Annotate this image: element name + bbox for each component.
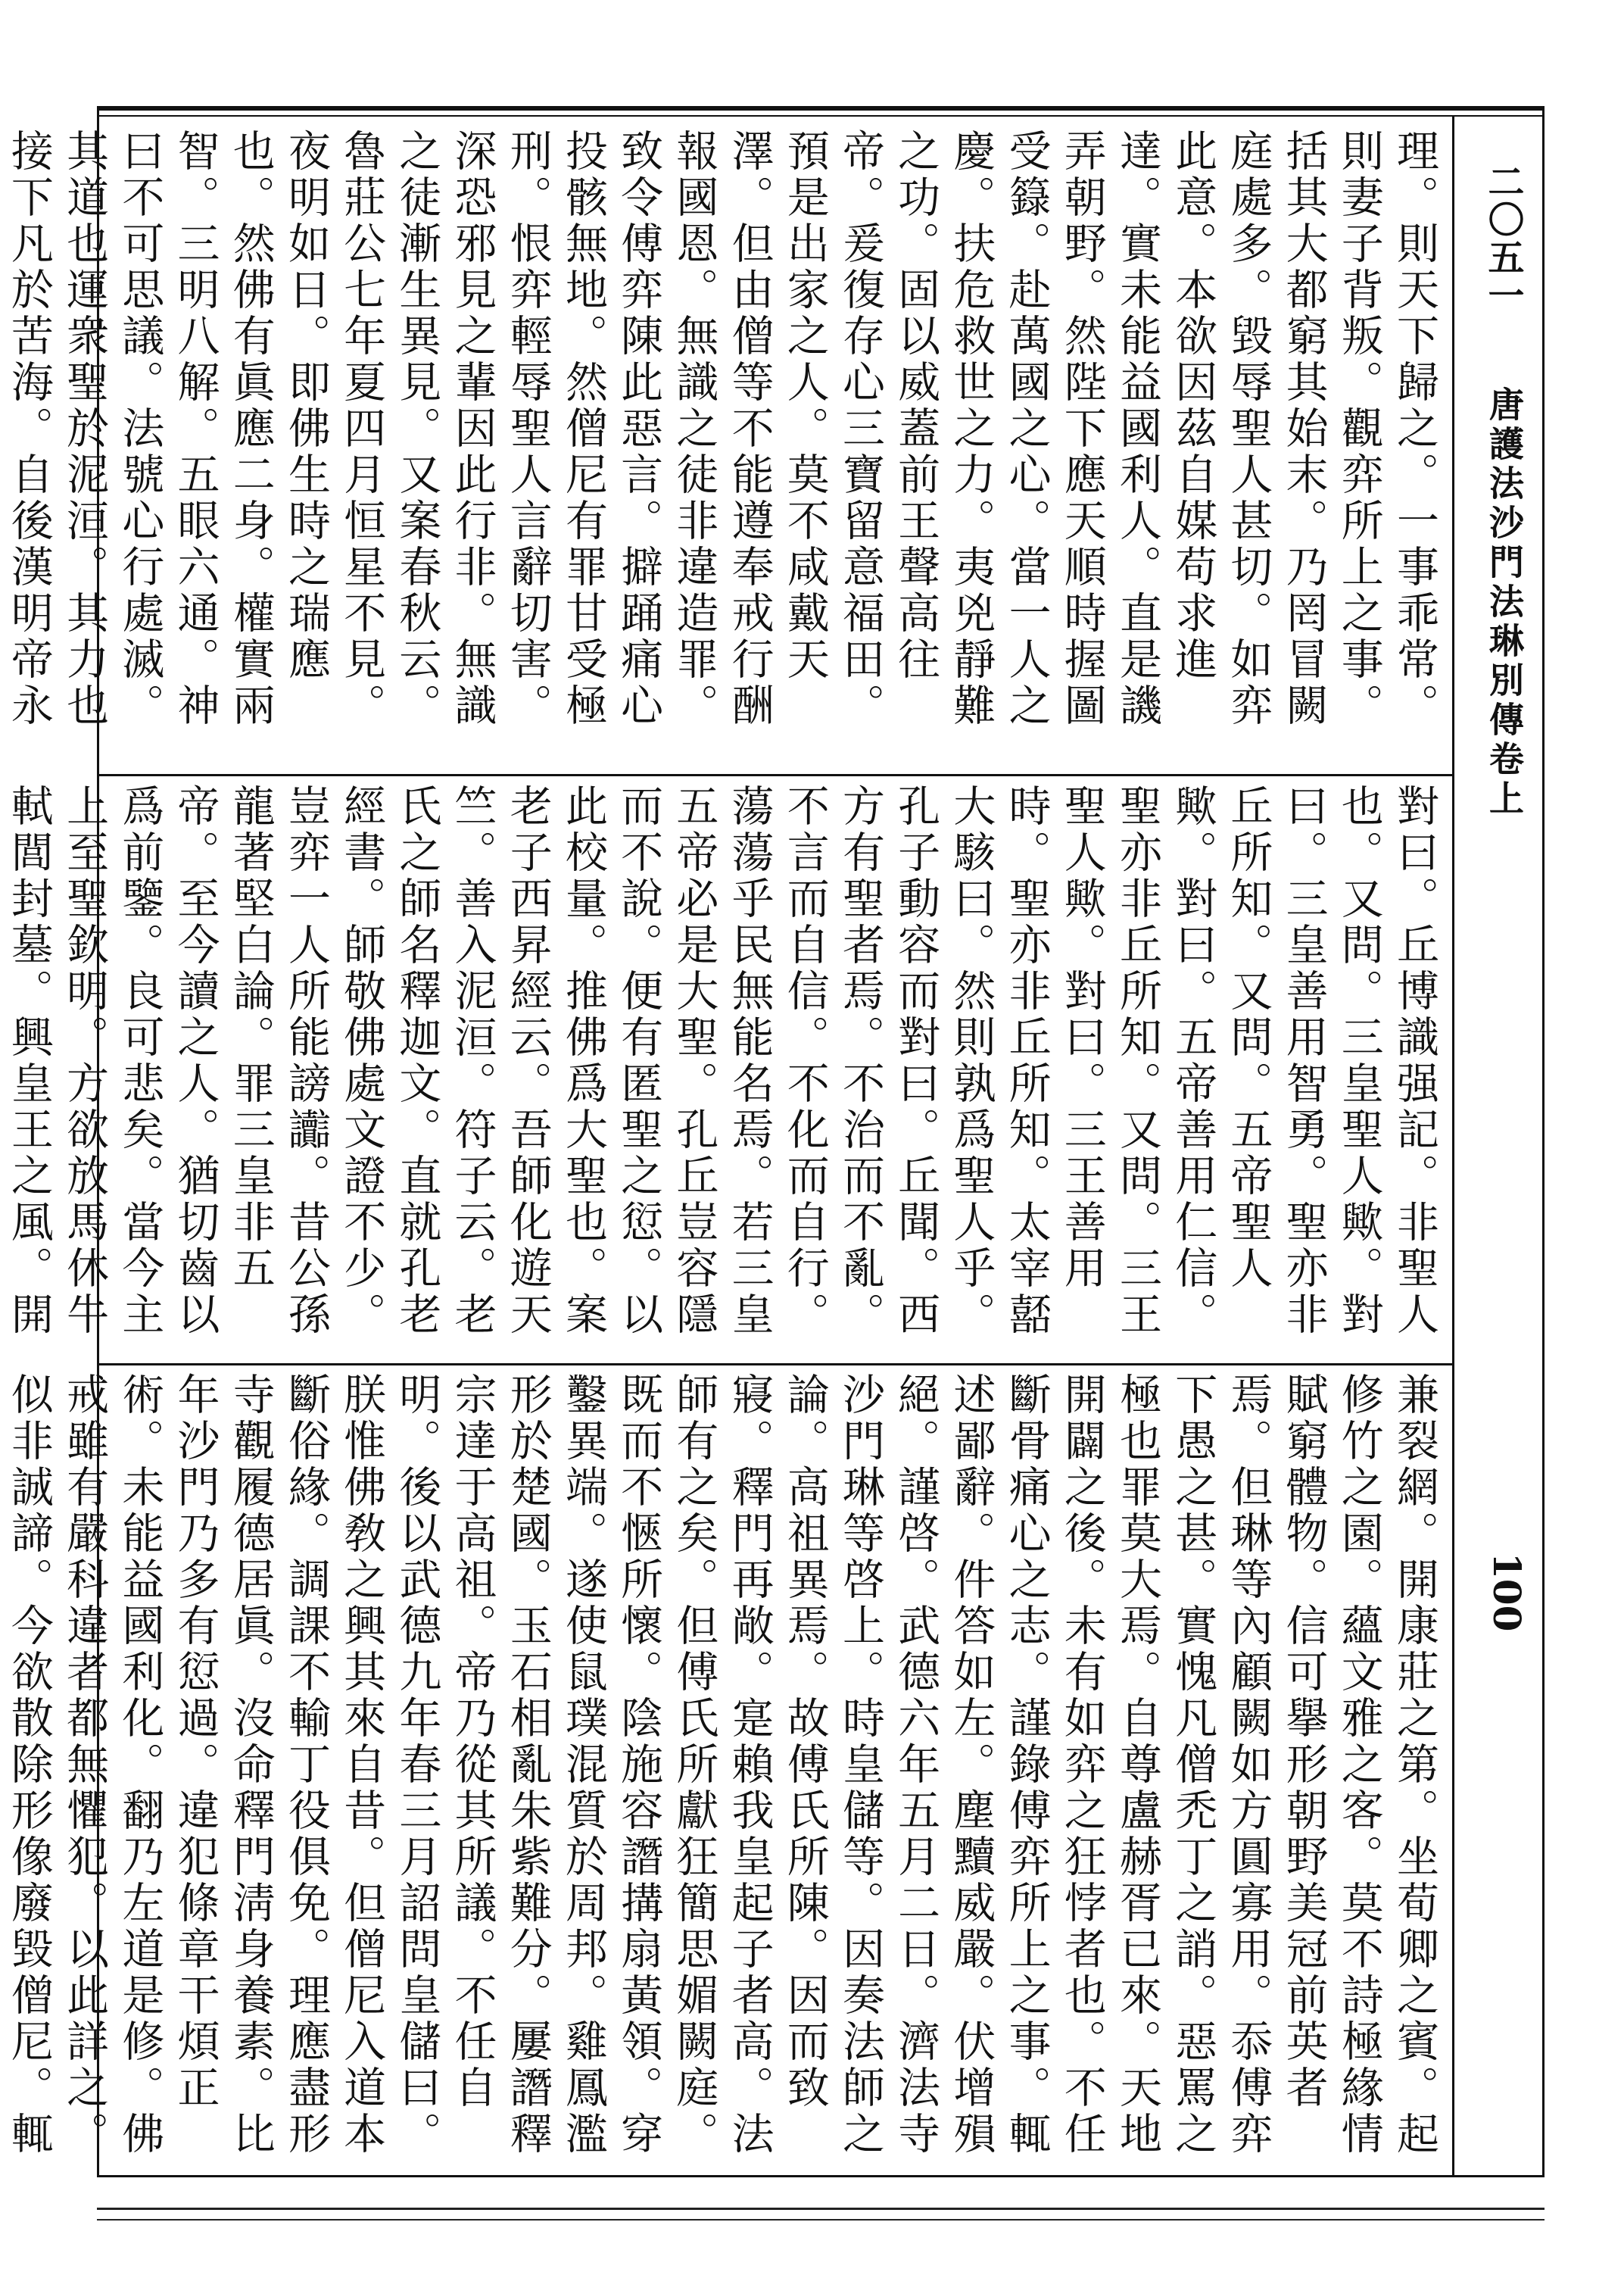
register-text: 對曰。丘博識强記。非聖人也。又問。三皇聖人歟。對曰。三皇善用智勇。聖亦非丘所知。又問。五帝聖人歟。對曰。五帝善用仁信。聖亦非丘所知。又問。三王聖人歟。對曰。三王善用時。聖亦非丘所知。太宰嚭大駭曰。然則孰爲聖人乎。孔子動容而對曰。丘聞。西方有聖者焉。不治而不亂。不言而自信。不化而自行。蕩蕩乎民無能名焉。若三皇五帝必是大聖。孔丘豈容隱而不說。便有匿聖之愆。以此校量。推佛爲大聖也。案老子西昇經云。吾師化遊天竺。善入泥洹。符子云。老氏之師名釋迦文。直就孔老經書。師敬佛處文證不少。豈弈一人所能謗讟。昔公孫龍著堅白論。罪三皇非五帝。至今讀之人。猶切齒以爲前鑒。良可悲矣。當今主上至聖欽明。方欲放馬休牛軾閭封墓。興皇王之風。開 [4,784,1439,1338]
bottom-border [97,2175,1545,2177]
top-border-thin [97,115,1545,117]
page-number: 二〇五一 [1482,163,1524,314]
register-divider [99,1363,1452,1365]
text-register-top [4,129,1442,769]
footer-rule [97,2208,1545,2210]
footer-rule [97,2219,1545,2221]
text-register-bottom [4,1372,1442,2167]
top-border-thick [97,106,1545,111]
right-border [1542,106,1545,2177]
folio-number: 100 [1485,1553,1529,1632]
book-title: 唐護法沙門法琳別傳卷上 [1484,386,1525,819]
register-text: 兼裂網。開康莊之第。坐荀卿之賓。起修竹之園。蘊文雅之客。莫不詩極緣情賦窮體物。信可擧形朝野美冠前英者焉。但琳等內顧闕如方圓寡用。忝傅弈下愚之甚。實愧凡僧禿丁之誚。惡罵之極也罪莫大焉。自尊盧赫胥已來。天地開闢之後。未有如弈之狂悖者也。不任斷骨痛心之志。謹錄傅弈所上之事。輒述鄙辭。件答如左。塵黷威嚴。伏增殞絕。謹啓。武德六年五月二日。濟法寺沙門琳等啓上。時皇儲等。因奏法師之論。高祖異焉。故傅氏所陳。因而致寢。釋門再敞。寔賴我皇起子者高。法師有之矣。但傅氏所獻狂簡思媚闕庭。既而不愜所懷。陰施容譖搆扇黃領。穿鑿異端。遂使鼠璞混質於周邦。雞鳳濫形於楚國。玉石相亂朱紫難分。屢譖釋宗達于高祖。帝乃從其所議。不任自明。後以武德九年春三月詔問皇儲曰。朕惟佛敎之興其來自昔。但僧尼入道本斷俗緣。調課不輸丁役俱免。理應盡形寺觀履德居眞。沒命釋門淸身養素。比年沙門乃多有愆過。違犯條章干煩正術。未能益國利化。翻乃左道是修。佛戒雖有嚴科違者都無懼犯。以此詳之。似非誠諦。今欲散除形像廢毀僧尼。輒 [4,1372,1439,2158]
text-register-middle [4,784,1442,1356]
register-text: 理。則天下歸之。一事乖常。則妻子背叛。觀弈所上之事。括其大都窮其始末。乃罔冒闕庭處多。毀辱聖人甚切。如弈此意。本欲因茲自媒苟求進達。實未能益國利人。直是譏弄朝野。然陛下應天順時握圖受籙。赴萬國之心。當一人之慶。扶危救世之力。夷兇靜難之功。固以威蓋前王聲高往帝。爰復存心三寶留意福田。預是出家之人。莫不咸戴天澤。但由僧等不能遵奉戒行酬報國恩。無識之徒非違造罪。致令傅弈陳此惡言。擗踊痛心投骸無地。然僧尼有罪甘受極刑。恨弈輕辱聖人言辭切害。深恐邪見之輩因此行非。無識之徒漸生異見。又案春秋云。魯莊公七年夏四月恒星不見。夜明如日。即佛生時之瑞應也。然佛有眞應二身。權實兩智。三明八解。五眼六通。神曰不可思議。法號心行處滅。其道也運衆聖於泥洹。其力也接下凡於苦海。自後漢明帝永 [4,129,1439,729]
header-gutter-rule [1452,117,1454,2177]
register-divider [99,774,1452,776]
